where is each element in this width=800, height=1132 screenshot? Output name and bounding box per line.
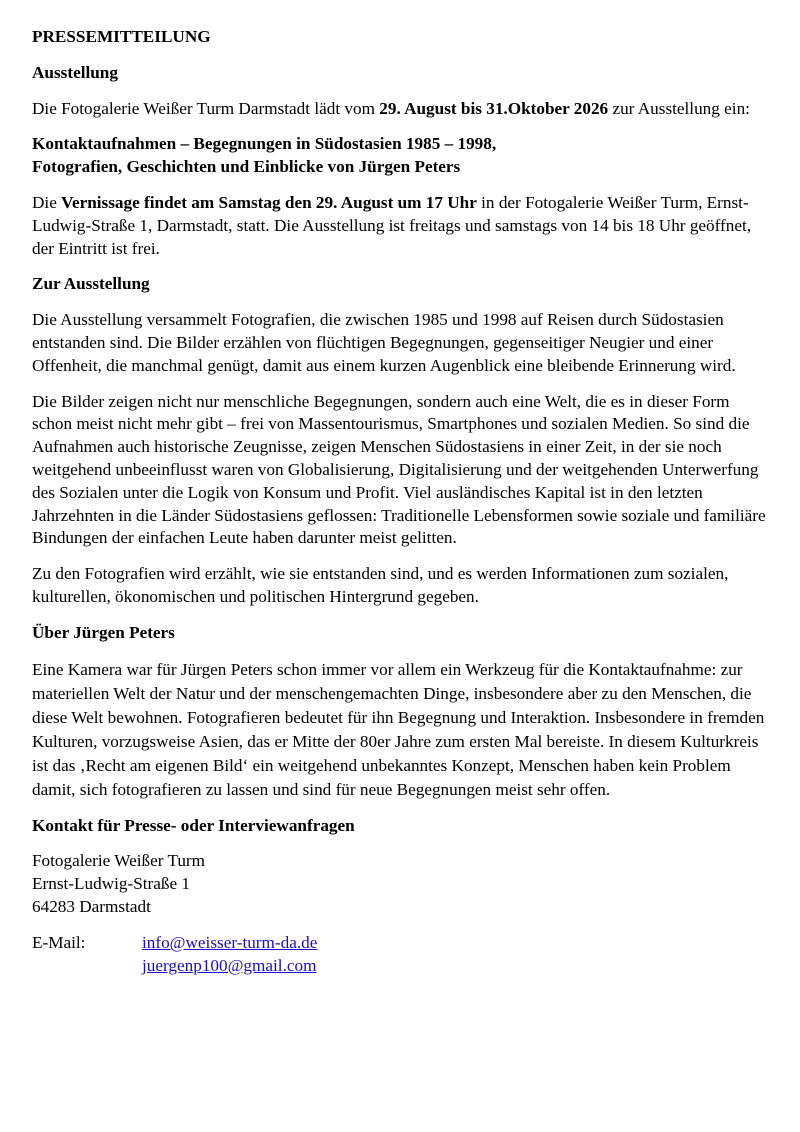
about-exhibition-paragraph-2: Die Bilder zeigen nicht nur menschliche Begegnungen, sondern auch eine Welt, die es in dieser Form schon meist nicht mehr gibt – frei von Massentourismus, Smartphones und sozialen Medien. So sind die Aufnahmen auch historische Zeugnisse, zeigen Menschen Südostasiens in einer Zeit, in der sie noch weitgehend unbeeinflusst waren von Globalisierung, Digitalisierung und der weitgehenden Unterwerfung des Sozialen unter die Logik von Konsum und Profit. Viel ausländisches Kapital ist in den letzten Jahrzehnten in die Länder Südostasiens geflossen: Traditionelle Lebensformen sowie soziale und familiäre Bindungen der einfachen Leute haben darunter meist gelitten. (32, 391, 766, 548)
contact-address (32, 850, 772, 918)
about-exhibition-paragraph-1: Die Ausstellung versammelt Fotografien, die zwischen 1985 und 1998 auf Reisen durch Südostasien entstanden sind. Die Bilder erzählen von flüchtigen Begegnungen, gegenseitiger Neugier und einer Offenheit, die manchmal genügt, damit aus einem kurzen Augenblick eine bleibende Erinnerung wird. (32, 310, 736, 375)
contact-heading: Kontakt für Presse- oder Interviewanfragen (32, 815, 355, 835)
vernissage-text: Die (32, 192, 62, 212)
email-link-artist[interactable]: juergenp100@gmail.com (142, 955, 317, 975)
address-street: Ernst-Ludwig-Straße 1 (32, 874, 190, 894)
email-label: E-Mail: (32, 932, 86, 952)
about-exhibition-heading: Zur Ausstellung (32, 274, 150, 294)
address-name: Fotogalerie Weißer Turm (32, 851, 206, 871)
exhibition-title-line-2: Fotografien, Geschichten und Einblicke von Jürgen Peters (32, 157, 461, 177)
email-row (32, 932, 772, 978)
intro-paragraph (32, 98, 772, 121)
exhibition-heading: Ausstellung (32, 62, 118, 82)
email-link-gallery[interactable]: info@weisser-turm-da.de (142, 932, 318, 952)
exhibition-title (32, 133, 772, 179)
about-artist-heading: Über Jürgen Peters (32, 622, 175, 642)
vernissage-date: Vernissage findet am Samstag den 29. August um 17 Uhr (61, 192, 477, 212)
vernissage-paragraph (32, 192, 772, 260)
address-city: 64283 Darmstadt (32, 896, 151, 916)
intro-text-end: zur Ausstellung ein: (608, 98, 750, 118)
exhibition-dates: 29. August bis 31.Oktober 2026 (379, 98, 609, 118)
exhibition-title-line-1: Kontaktaufnahmen – Begegnungen in Südostasien 1985 – 1998, (32, 134, 497, 154)
about-exhibition-paragraph-3: Zu den Fotografien wird erzählt, wie sie entstanden sind, und es werden Informationen zum sozialen, kulturellen, ökonomischen und politischen Hintergrund gegeben. (32, 564, 729, 606)
intro-text: Die Fotogalerie Weißer Turm Darmstadt lädt vom (32, 98, 380, 118)
email-links (142, 932, 317, 978)
press-release-document (32, 26, 772, 977)
about-artist-paragraph: Eine Kamera war für Jürgen Peters schon immer vor allem ein Werkzeug für die Kontaktaufnahme: zur materiellen Welt der Natur und der menschengemachten Dinge, insbesondere aber zu den Menschen, die diese Welt bewohnen. Fotografieren bedeutet für ihn Begegnung und Interaktion. Insbesondere in fremden Kulturen, vorzugsweise Asien, das er Mitte der 80er Jahre zum ersten Mal bereiste. In diesem Kulturkreis ist das ‚Recht am eigenen Bild‘ ein weitgehend unbekanntes Konzept, Menschen haben kein Problem damit, sich fotografieren zu lassen und sind für neue Begegnungen meist sehr offen. (32, 659, 765, 799)
vernissage-text-end: in der Fotogalerie Weißer Turm, Ernst-Ludwig-Straße 1, Darmstadt, statt. Die Ausstellung ist freitags und samstags von 14 bis 18 Uhr geöffnet, der Eintritt ist frei. (32, 192, 752, 258)
press-release-heading: PRESSEMITTEILUNG (32, 27, 211, 46)
